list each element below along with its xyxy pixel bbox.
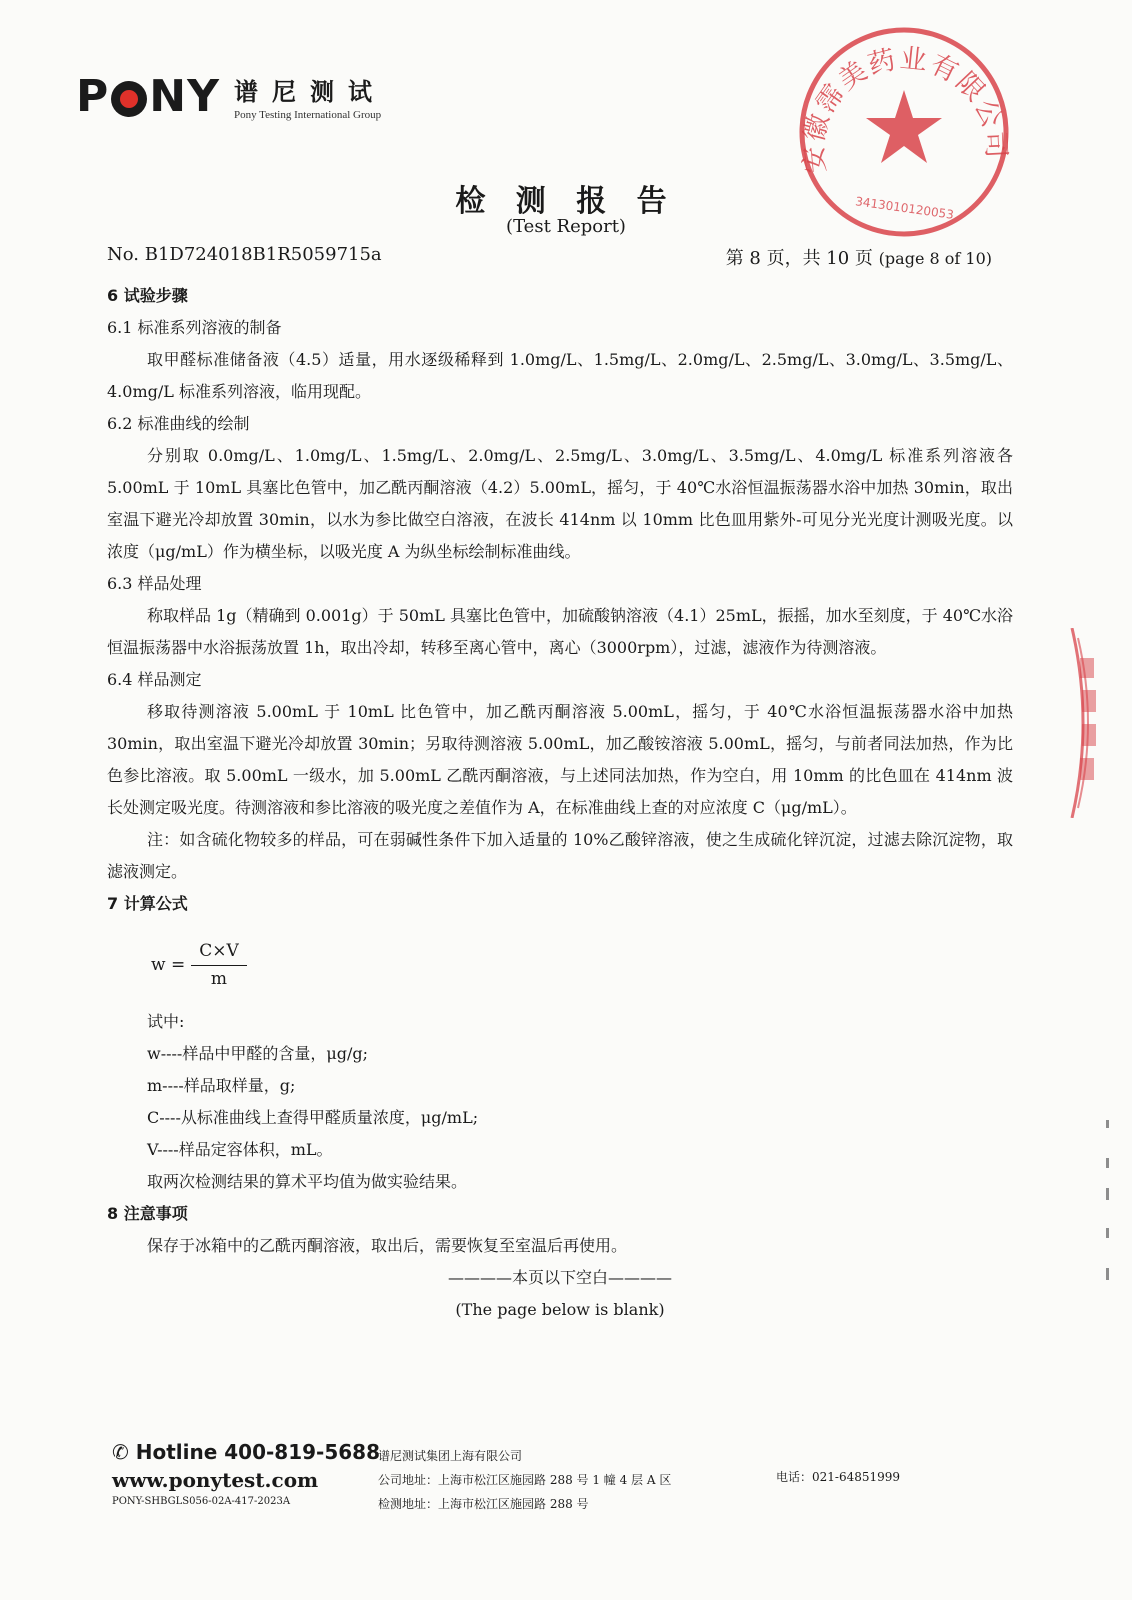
footer-company-name: 谱尼测试集团上海有限公司 bbox=[378, 1449, 523, 1463]
footer-lab-address: 检测地址：上海市松江区施园路 288 号 bbox=[378, 1497, 589, 1511]
section-7-title: 7 计算公式 bbox=[107, 894, 188, 913]
section-6-1-title: 6.1 标准系列溶液的制备 bbox=[107, 318, 282, 337]
section-6-1-text: 取甲醛标准储备液（4.5）适量，用水逐级稀释到 1.0mg/L、1.5mg/L、2.0mg/L、2.5mg/L、3.0mg/L、3.5mg/L、4.0mg/L 标准系列溶液，临用现配。 bbox=[107, 350, 1013, 401]
section-6-4-title: 6.4 样品测定 bbox=[107, 670, 202, 689]
footer-hotline: ✆ Hotline 400-819-5688 bbox=[112, 1440, 380, 1464]
page-info-en: (page 8 of 10) bbox=[878, 249, 992, 268]
report-title: 检 测 报 告 bbox=[455, 184, 677, 219]
variable-w: w----样品中甲醛的含量，μg/g; bbox=[147, 1044, 368, 1063]
section-6-2-text: 分别取 0.0mg/L、1.0mg/L、1.5mg/L、2.0mg/L、2.5mg/L、3.0mg/L、3.5mg/L、4.0mg/L 标准系列溶液各 5.00mL 于 10mL 具塞比色管中，加乙酰丙酮溶液（4.2）5.00mL，摇匀，于 40℃水浴恒温振荡器水浴中加热 30min，取出室温下避光冷却放置 30min，以水为参比做空白溶液，在波长 414nm 以 10mm 比色皿用紫外-可见分光光度计测吸光度。以浓度（μg/mL）作为横坐标，以吸光度 A 为纵坐标绘制标准曲线。 bbox=[107, 446, 1013, 561]
variable-c: C----从标准曲线上查得甲醛质量浓度，μg/mL; bbox=[147, 1108, 479, 1127]
footer-phone: 电话：021-64851999 bbox=[776, 1470, 901, 1484]
blank-marker-en: (The page below is blank) bbox=[455, 1300, 665, 1319]
logo-chinese-name: 谱尼测试 bbox=[233, 77, 386, 106]
page-info-cn: 第 8 页，共 10 页 bbox=[725, 248, 873, 269]
section-6-3-text: 称取样品 1g（精确到 0.001g）于 50mL 具塞比色管中，加硫酸钠溶液（4.1）25mL，振摇，加水至刻度，于 40℃水浴恒温振荡器中水浴振荡放置 1h，取出冷却，转移至离心管中，离心（3000rpm），过滤，滤液作为待测溶液。 bbox=[107, 606, 1013, 657]
logo-text-block bbox=[234, 72, 386, 121]
logo-o-icon bbox=[111, 81, 147, 117]
formula-denominator: m bbox=[210, 968, 228, 989]
section-8-text: 保存于冰箱中的乙酰丙酮溶液，取出后，需要恢复至室温后再使用。 bbox=[147, 1236, 628, 1255]
page-info bbox=[726, 244, 992, 270]
company-logo bbox=[76, 70, 386, 122]
calculation-formula bbox=[107, 934, 1013, 996]
svg-text:3413010120053: 3413010120053 bbox=[854, 194, 955, 222]
svg-text:安徽霈美药业有限公司: 安徽霈美药业有限公司 bbox=[798, 43, 1012, 175]
logo-letter-n: N bbox=[149, 70, 188, 122]
footer-company-address: 公司地址：上海市松江区施园路 288 号 1 幢 4 层 A 区 bbox=[378, 1473, 672, 1487]
footer-form-number: PONY-SHBGLS056-02A-417-2023A bbox=[112, 1496, 291, 1507]
section-6-4-text: 移取待测溶液 5.00mL 于 10mL 比色管中，加乙酰丙酮溶液 5.00mL，摇匀，于 40℃水浴恒温振荡器水浴中加热 30min，取出室温下避光冷却放置 30min；另取待测溶液 5.00mL，加乙酸铵溶液 5.00mL，摇匀，与前者同法加热，作为比色参比溶液。取 5.00mL 一级水，加 5.00mL 乙酰丙酮溶液，与上述同法加热，作为空白，用 10mm 的比色皿在 414nm 波长处测定吸光度。待测溶液和参比溶液的吸光度之差值作为 A，在标准曲线上查的对应浓度 C（μg/mL）。 bbox=[107, 702, 1013, 817]
section-6-3-title: 6.3 样品处理 bbox=[107, 574, 202, 593]
logo-letter-y: Y bbox=[187, 70, 220, 122]
logo-letter-p: P bbox=[76, 70, 110, 122]
section-6-4-note: 注：如含硫化物较多的样品，可在弱碱性条件下加入适量的 10%乙酸锌溶液，使之生成硫化锌沉淀，过滤去除沉淀物，取滤液测定。 bbox=[107, 830, 1013, 881]
formula-numerator: C×V bbox=[191, 939, 247, 966]
section-8-title: 8 注意事项 bbox=[107, 1204, 188, 1223]
report-number: No. B1D724018B1R5059715a bbox=[107, 244, 382, 265]
logo-english-name: Pony Testing International Group bbox=[233, 108, 382, 121]
variable-m: m----样品取样量，g; bbox=[147, 1076, 296, 1095]
footer-website: www.ponytest.com bbox=[112, 1468, 319, 1492]
formula-where: 试中: bbox=[147, 1012, 185, 1031]
report-body bbox=[107, 280, 1013, 1326]
formula-fraction bbox=[191, 939, 247, 992]
footer-company-info bbox=[378, 1444, 671, 1516]
seam-stamp-fragment bbox=[1064, 628, 1104, 818]
variable-v: V----样品定容体积，mL。 bbox=[147, 1140, 333, 1159]
section-6-title: 6 试验步骤 bbox=[107, 286, 188, 305]
result-note: 取两次检测结果的算术平均值为做实验结果。 bbox=[147, 1172, 468, 1191]
report-subtitle: (Test Report) bbox=[506, 216, 626, 237]
blank-marker-cn: ————本页以下空白———— bbox=[447, 1268, 672, 1287]
seam-stamp-edge-marks bbox=[1100, 1118, 1120, 1308]
formula-lhs: w = bbox=[151, 955, 186, 975]
section-6-2-title: 6.2 标准曲线的绘制 bbox=[107, 414, 250, 433]
